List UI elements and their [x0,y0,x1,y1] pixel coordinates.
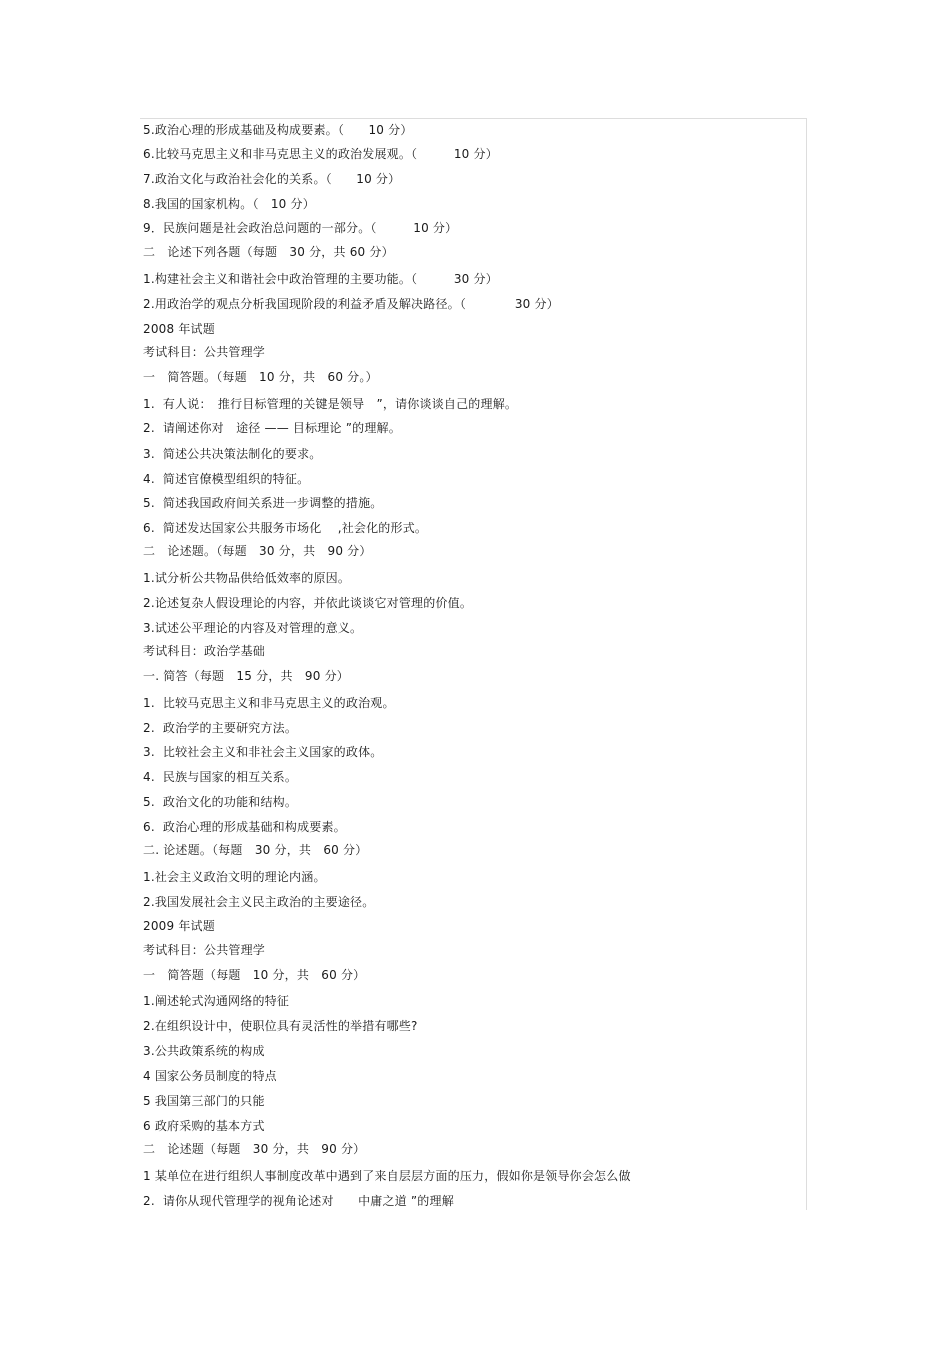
section-heading: 二 论述下列各题（每题 30 分，共 60 分） [143,245,394,259]
text-line: 1.构建社会主义和谐社会中政治管理的主要功能。（ 30 分） [143,272,498,286]
text-line: 1.社会主义政治文明的理论内涵。 [143,870,326,884]
section-heading: 二 论述题（每题 30 分，共 90 分） [143,1142,366,1156]
text-line: 3. 简述公共决策法制化的要求。 [143,447,322,461]
text-line: 2. 请你从现代管理学的视角论述对 中庸之道 ”的理解 [143,1194,454,1208]
section-heading: 一. 简答（每题 15 分，共 90 分） [143,669,349,683]
text-line: 5.政治心理的形成基础及构成要素。（ 10 分） [143,123,413,137]
text-line: 3.试述公平理论的内容及对管理的意义。 [143,621,363,635]
text-line: 1. 比较马克思主义和非马克思主义的政治观。 [143,696,395,710]
section-heading: 一 简答题。（每题 10 分，共 60 分。） [143,370,378,384]
text-line: 7.政治文化与政治社会化的关系。（ 10 分） [143,172,401,186]
text-line: 8.我国的国家机构。（ 10 分） [143,197,315,211]
text-line: 2.论述复杂人假设理论的内容，并依此谈谈它对管理的价值。 [143,596,473,610]
subject-heading: 考试科目：公共管理学 [143,943,266,957]
text-line: 1.阐述轮式沟通网络的特征 [143,994,290,1008]
section-heading: 一 简答题（每题 10 分，共 60 分） [143,968,366,982]
text-line: 2.我国发展社会主义民主政治的主要途径。 [143,895,375,909]
text-line: 2. 政治学的主要研究方法。 [143,721,298,735]
text-line: 3. 比较社会主义和非社会主义国家的政体。 [143,745,383,759]
text-line: 3.公共政策系统的构成 [143,1044,265,1058]
text-line: 2.用政治学的观点分析我国现阶段的利益矛盾及解决路径。（ 30 分） [143,297,559,311]
text-line: 5. 简述我国政府间关系进一步调整的措施。 [143,496,383,510]
year-heading: 2009 年试题 [143,919,215,933]
text-line: 5. 政治文化的功能和结构。 [143,795,298,809]
text-line: 1. 有人说： 推行目标管理的关键是领导 ”，请你谈谈自己的理解。 [143,397,518,411]
year-heading: 2008 年试题 [143,322,215,336]
text-line: 6. 简述发达国家公共服务市场化 ,社会化的形式。 [143,521,428,535]
text-line: 4. 简述官僚模型组织的特征。 [143,472,310,486]
text-line: 9．民族问题是社会政治总问题的一部分。（ 10 分） [143,221,458,235]
text-line: 1.试分析公共物品供给低效率的原因。 [143,571,351,585]
text-line: 1 某单位在进行组织人事制度改革中遇到了来自层层方面的压力，假如你是领导你会怎么做 [143,1169,631,1183]
section-heading: 二. 论述题。（每题 30 分，共 60 分） [143,843,368,857]
text-line: 2.在组织设计中，使职位具有灵活性的举措有哪些? [143,1019,418,1033]
text-line: 6 政府采购的基本方式 [143,1119,265,1133]
subject-heading: 考试科目：公共管理学 [143,345,266,359]
text-line: 4 国家公务员制度的特点 [143,1069,277,1083]
text-line: 6.比较马克思主义和非马克思主义的政治发展观。（ 10 分） [143,147,498,161]
text-line: 4. 民族与国家的相互关系。 [143,770,298,784]
text-line: 5 我国第三部门的只能 [143,1094,265,1108]
text-line: 2. 请阐述你对 途径 —— 目标理论 ”的理解。 [143,421,401,435]
subject-heading: 考试科目：政治学基础 [143,644,266,658]
section-heading: 二 论述题。（每题 30 分，共 90 分） [143,544,372,558]
text-line: 6. 政治心理的形成基础和构成要素。 [143,820,346,834]
